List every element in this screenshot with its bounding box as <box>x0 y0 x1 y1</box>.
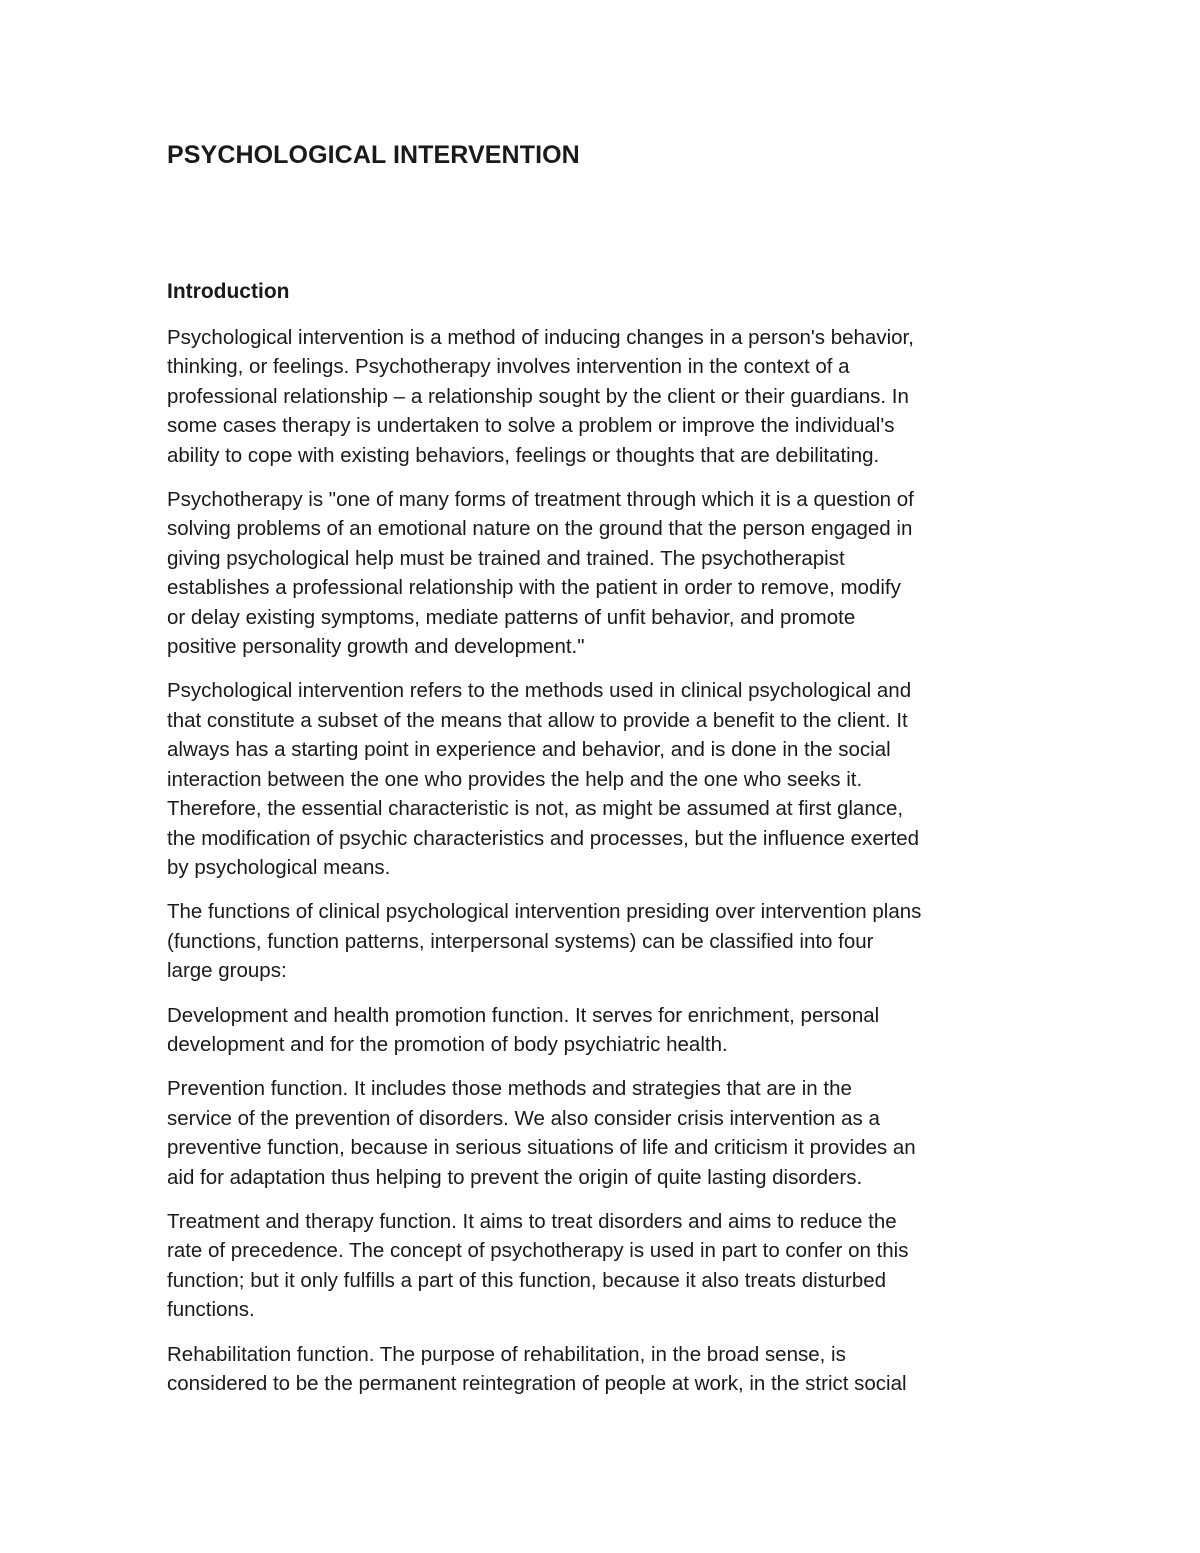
document-body <box>167 323 1047 1413</box>
paragraph: Development and health promotion function. It serves for enrichment, personal development and for the promotion of body psychiatric health. <box>167 1003 880 1056</box>
paragraph: Rehabilitation function. The purpose of rehabilitation, in the broad sense, is considered to be the permanent reintegration of people at work, in the strict social <box>167 1342 907 1395</box>
document-title: PSYCHOLOGICAL INTERVENTION <box>167 141 580 169</box>
paragraph: The functions of clinical psychological intervention presiding over intervention plans (functions, function patterns, interpersonal systems) can be classified into four large groups: <box>167 900 922 983</box>
paragraph: Psychological intervention refers to the methods used in clinical psychological and that constitute a subset of the means that allow to provide a benefit to the client. It always has a starting point in experience and behavior, and is done in the social interaction between the one who provides the help and the one who seeks it. Therefore, the essential characteristic is not, as might be assumed at first glance, the modification of psychic characteristics and processes, but the influence exerted by psychological means. <box>167 679 920 879</box>
paragraph: Prevention function. It includes those methods and strategies that are in the service of the prevention of disorders. We also consider crisis intervention as a preventive function, because in serious situations of life and criticism it provides an aid for adaptation thus helping to prevent the origin of quite lasting disorders. <box>167 1077 916 1189</box>
section-heading-introduction: Introduction <box>167 280 290 303</box>
paragraph: Psychotherapy is "one of many forms of treatment through which it is a question of solving problems of an emotional nature on the ground that the person engaged in giving psychological help must be trained and trained. The psychotherapist establishes a professional relationship with the patient in order to remove, modify or delay existing symptoms, mediate patterns of unfit behavior, and promote positive personality growth and development." <box>167 488 914 659</box>
paragraph: Treatment and therapy function. It aims to treat disorders and aims to reduce the rate of precedence. The concept of psychotherapy is used in part to confer on this function; but it only fulfills a part of this function, because it also treats disturbed functions. <box>167 1209 909 1322</box>
paragraph: Psychological intervention is a method of inducing changes in a person's behavior, thinking, or feelings. Psychotherapy involves intervention in the context of a professional relationship – a relationship sought by the client or their guardians. In some cases therapy is undertaken to solve a problem or improve the individual's ability to cope with existing behaviors, feelings or thoughts that are debilitating. <box>167 326 914 467</box>
